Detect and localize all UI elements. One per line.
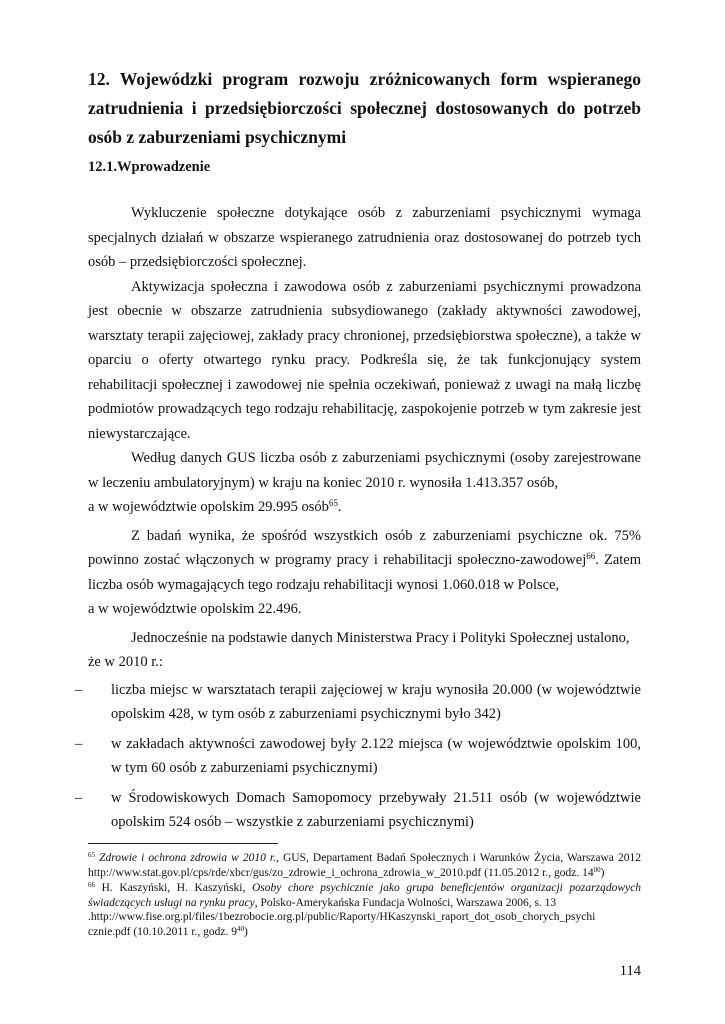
paragraph-3-end: . (337, 499, 342, 515)
footnote-authors: H. Kaszyński, H. Kaszyński, (95, 882, 252, 894)
footnote-text-time: godz. 14 (553, 866, 594, 879)
paragraph-3-text: Według danych GUS liczba osób z zaburzeniami psychicznymi (osoby zarejestrowane w leczeniu ambulatoryjnym) w kraju na koniec 2010 r. wynosiła 1.413.357 osób, (88, 450, 641, 491)
paragraph-5: Jednocześnie na podstawie danych Ministerstwa Pracy i Polityki Społecznej ustalono, (131, 629, 630, 646)
page-number: 114 (619, 963, 641, 979)
list-item (75, 786, 641, 835)
footnote-66 (88, 881, 641, 939)
paragraph-4 (88, 524, 641, 598)
footnote-url[interactable]: .http://www.fise.org.pl/files/1bezrobocie.org.pl/public/Raporty/HKaszynski_raport_dot_osob_chorych_psychi (88, 911, 596, 923)
dash-bullet: – (75, 735, 83, 752)
footnote-title: Osoby chore psychicznie jako grupa beneficjentów organizacji pozarządowych świadczących usługi na rynku pracy (88, 882, 641, 909)
paragraph-4-text-b: . Zatem liczba osób wymagających tego rodzaju rehabilitacji wynosi 1.060.018 w Polsce, (88, 552, 642, 593)
list-item-text: liczba miejsc w warsztatach terapii zajęciowej w kraju wynosiła 20.000 (w województwie opolskim 428, w tym osób z zaburzeniami psychicznymi było 342) (111, 681, 641, 722)
footnote-number: 65 (88, 851, 95, 859)
chapter-title: Wojewódzki program rozwoju zróżnicowanych form wspieranego zatrudnienia i przedsiębiorczości społecznej dostosowanych do potrzeb osób z zaburzeniami psychicznymi (88, 69, 641, 147)
paragraph-3-last-line (88, 495, 641, 520)
list-item-text: w zakładach aktywności zawodowej były 2.122 miejsca (w województwie opolskim 100, w tym 60 osób z zaburzeniami psychicznymi) (111, 735, 641, 776)
paragraph-5-continuation: że w 2010 r.: (88, 654, 163, 670)
dash-bullet: – (75, 789, 83, 806)
dash-bullet: – (75, 681, 83, 698)
body-text (75, 201, 642, 835)
footnote-text-end: ) (244, 925, 248, 938)
paragraph-1: Wykluczenie społeczne dotykające osób z zaburzeniami psychicznymi wymaga specjalnych działań w obszarze wspieranego zatrudnienia oraz dostosowanej do potrzeb tych osób – przedsiębiorczości społecznej. (88, 205, 641, 270)
paragraph-4-text-a: Z badań wynika, że spośród wszystkich osób z zaburzeniami psychiczne ok. 75% powinno zostać włączonych w programy pracy i rehabilitacji społeczno-zawodowej (88, 527, 641, 568)
paragraph-3 (88, 446, 641, 495)
footnote-text: , GUS, Departament Badań Społecznych i Warunków Życia, Warszawa 2012 http://www.stat.gov.pl/cps/rde/xbcr/gus/zo_zdrowie_i_ochrona_zdrowia_w_2010.pdf (11.05.2012 r., (88, 852, 641, 879)
section-heading: 12.1.Wprowadzenie (88, 159, 211, 175)
bullet-list (75, 678, 641, 835)
footnote-number: 66 (88, 881, 95, 889)
footnote-divider (88, 843, 278, 844)
footnote-ref-65[interactable]: 65 (328, 498, 338, 508)
footnote-ref-66[interactable]: 66 (586, 551, 596, 561)
paragraph-4-last-line: a w województwie opolskim 22.496. (88, 601, 302, 617)
footnote-text: , Polsko-Amerykańska Fundacja Wolności, Warszawa 2006, s. 13 (254, 896, 557, 909)
paragraph-2: Aktywizacja społeczna i zawodowa osób z zaburzeniami psychicznymi prowadzona jest obecnie w obszarze zatrudnienia subsydiowanego (zakłady aktywności zawodowej, warsztaty terapii zajęciowej, zakłady pracy chronionej, przedsiębiorstwa społeczne), a także w oparciu o oferty otwartego rynku pracy. Podkreśla się, że tak funkcjonujący system rehabilitacji społecznej i zawodowej nie spełnia oczekiwań, ponieważ z uwagi na małą liczbę podmiotów prowadzących tego rodzaju rehabilitację, zaspokojenie potrzeb w tym zakresie jest niewystarczające. (88, 278, 641, 442)
list-item (75, 678, 641, 727)
list-item-text: w Środowiskowych Domach Samopomocy przebywały 21.511 osób (w województwie opolskim 524 osób – wszystkie z zaburzeniami psychicznymi) (111, 789, 641, 830)
chapter-heading (88, 65, 641, 152)
list-item (75, 732, 641, 781)
footnotes (88, 851, 641, 939)
footnote-time-sup: 40 (237, 924, 245, 933)
paragraph-3-last: a w województwie opolskim 29.995 osób (88, 499, 329, 515)
footnote-text-end: ) (600, 866, 605, 879)
footnote-title: Zdrowie i ochrona zdrowia w 2010 r. (99, 852, 276, 864)
footnote-url-cont: cznie.pdf (10.10.2011 r., godz. 9 (88, 925, 238, 938)
footnote-time-sup: 00 (593, 865, 601, 874)
footnote-65 (88, 851, 641, 880)
chapter-number: 12. (88, 69, 110, 89)
